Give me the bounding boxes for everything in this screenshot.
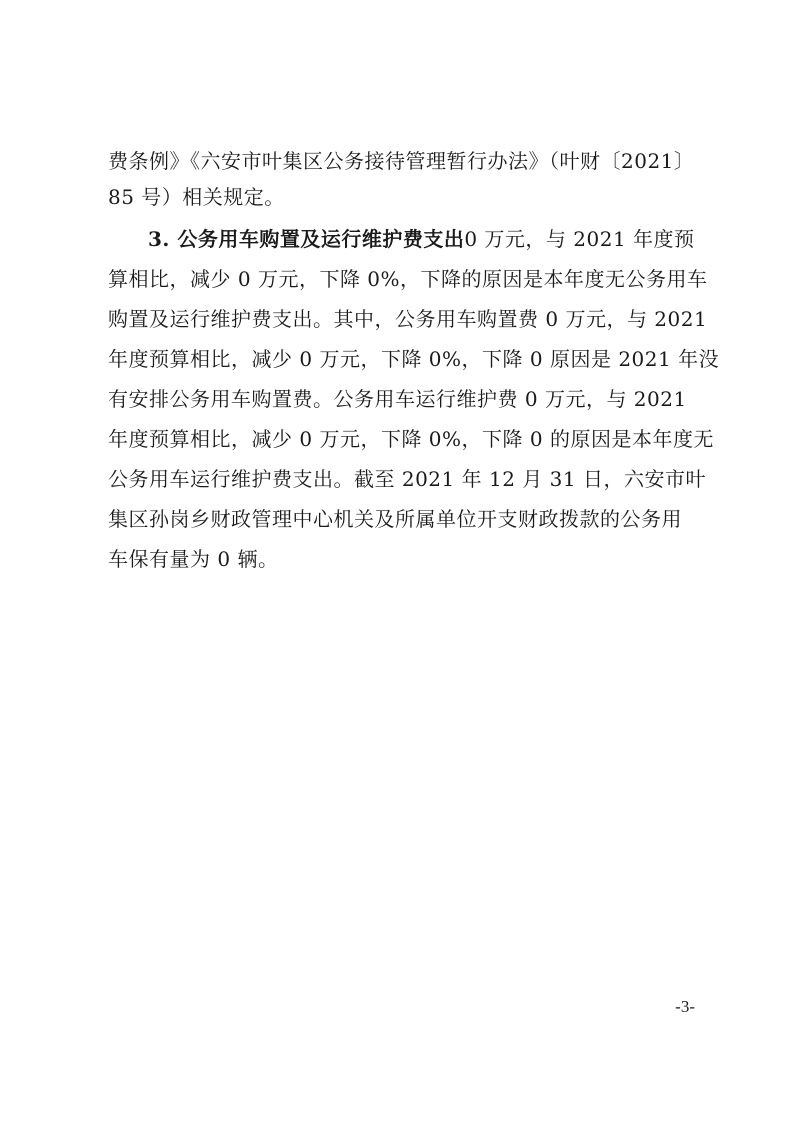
- section-heading: 3. 公务用车购置及运行维护费支出: [148, 227, 465, 251]
- page-number: -3-: [675, 997, 695, 1016]
- paragraph-line: 年度预算相比，减少 0 万元，下降 0%，下降 0 的原因是本年度无: [108, 427, 714, 451]
- paragraph-text: 0 万元，与 2021 年度预: [464, 227, 695, 251]
- paragraph-line: 算相比，减少 0 万元，下降 0%，下降的原因是本年度无公务用车: [108, 267, 708, 291]
- paragraph-line: 85 号）相关规定。: [108, 185, 285, 209]
- paragraph-line: 费条例》《六安市叶集区公务接待管理暂行办法》（叶财〔2021〕: [108, 149, 695, 173]
- paragraph-line: 公务用车运行维护费支出。截至 2021 年 12 月 31 日，六安市叶: [108, 467, 706, 491]
- paragraph-line: 集区孙岗乡财政管理中心机关及所属单位开支财政拨款的公务用: [108, 507, 682, 531]
- paragraph-line: 有安排公务用车购置费。公务用车运行维护费 0 万元，与 2021: [108, 387, 687, 411]
- paragraph-line: 车保有量为 0 辆。: [108, 547, 279, 571]
- paragraph-line-with-heading: [148, 226, 693, 252]
- paragraph-line: 购置及运行维护费支出。其中，公务用车购置费 0 万元，与 2021: [108, 307, 708, 331]
- paragraph-line: 年度预算相比，减少 0 万元，下降 0%，下降 0 原因是 2021 年没: [108, 347, 720, 371]
